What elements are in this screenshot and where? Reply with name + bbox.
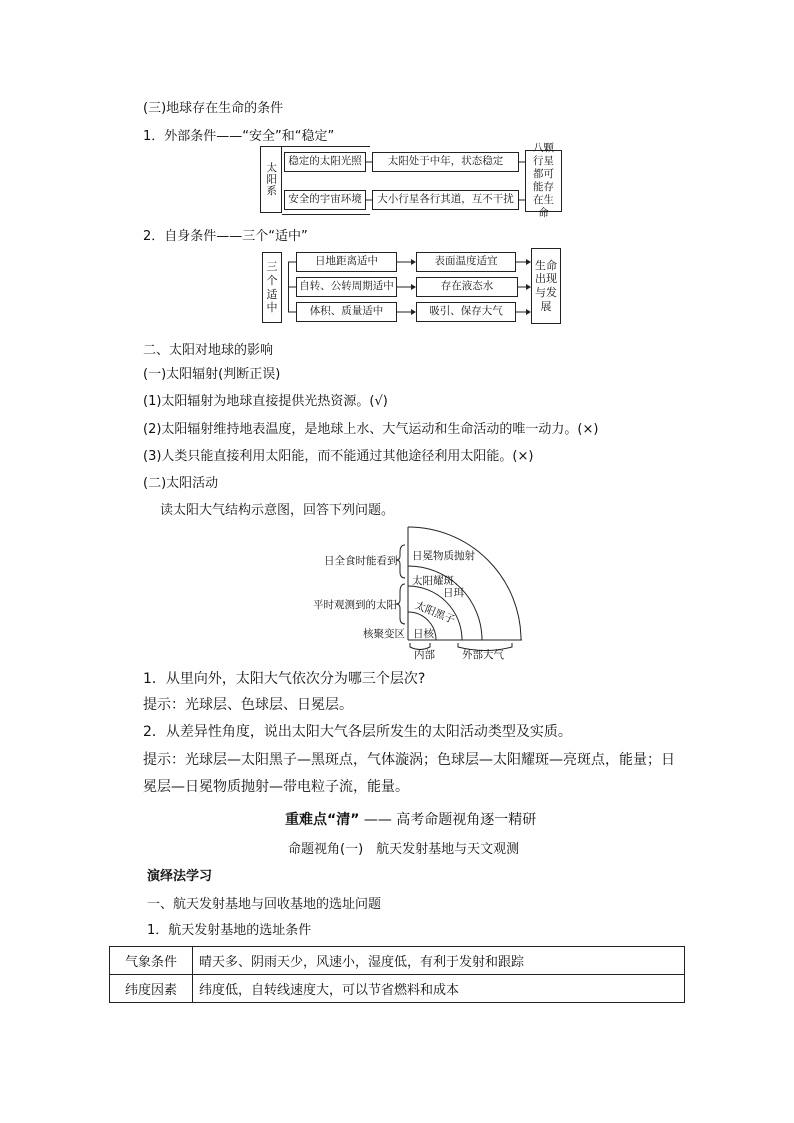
figure-intro: 读太阳大气结构示意图，回答下列问题。: [160, 503, 395, 518]
launch-conditions-table: [109, 946, 685, 1003]
label-interior: 内部: [414, 649, 435, 661]
eight-planets-box: 八颗行星都可能存在生命: [525, 150, 562, 212]
method-label: 演绎法学习: [147, 869, 213, 884]
table-value: 晴天多、阴雨天少，风速小，湿度低，有利于发射和跟踪: [193, 947, 685, 975]
safe-universe-box: 安全的宇宙环境: [284, 190, 366, 210]
focus-title: [285, 809, 536, 829]
site-selection-title: 一、航天发射基地与回收基地的选址问题: [147, 897, 382, 912]
external-heading: 1．外部条件——“安全”和“稳定”: [143, 129, 335, 144]
three-moderate-box: 三个适中: [262, 252, 282, 323]
label-outer-atmosphere: 外部大气: [462, 649, 504, 661]
temperature-box: 表面温度适宜: [416, 252, 516, 272]
judge-item-2: (2)太阳辐射维持地表温度，是地球上水、大气运动和生命活动的唯一动力。(×): [143, 422, 599, 437]
label-prominence: 日珥: [443, 587, 464, 599]
liquid-water-box: 存在液态水: [416, 277, 518, 297]
table-value: 纬度低，自转线速度大，可以节省燃料和成本: [193, 975, 685, 1003]
life-box: 生命出现与发展: [531, 248, 561, 324]
answer-1: 提示：光球层、色球层、日冕层。: [143, 697, 353, 713]
activity-title: (二)太阳活动: [143, 476, 219, 491]
sun-middle-age-box: 太阳处于中年，状态稳定: [372, 152, 519, 172]
judge-item-1: (1)太阳辐射为地球直接提供光热资源。(√): [143, 394, 388, 409]
answer-2-line1: 提示：光球层—太阳黑子—黑斑点，气体漩涡；色球层—太阳耀斑—亮斑点，能量；日: [143, 752, 675, 768]
focus-subtitle: 命题视角(一) 航天发射基地与天文观测: [288, 842, 520, 857]
question-2: 2．从差异性角度，说出太阳大气各层所发生的太阳活动类型及实质。: [143, 724, 572, 740]
radiation-title: (一)太阳辐射(判断正误): [143, 367, 281, 382]
stable-sunlight-box: 稳定的太阳光照: [284, 152, 366, 172]
section-title: (三)地球存在生命的条件: [143, 101, 284, 116]
focus-title-bold: 重难点“清”: [285, 812, 360, 828]
table-key: 气象条件: [110, 947, 193, 975]
internal-heading: 2．自身条件——三个“适中”: [143, 229, 308, 244]
atmosphere-box: 吸引、保存大气: [416, 302, 516, 322]
answer-2-line2: 冕层—日冕物质抛射—带电粒子流，能量。: [143, 779, 409, 795]
label-sunspot: 太阳黑子: [413, 599, 457, 627]
label-flare: 太阳耀斑、: [412, 575, 465, 587]
part2-title: 二、太阳对地球的影响: [143, 343, 274, 358]
label-normal-sun: 平时观测到的太阳: [313, 599, 397, 611]
table-row: [110, 975, 685, 1003]
rotation-box: 自转、公转周期适中: [296, 277, 397, 297]
question-1: 1．从里向外，太阳大气依次分为哪三个层次?: [143, 671, 426, 687]
launch-conditions-title: 1．航天发射基地的选址条件: [147, 923, 312, 938]
judge-item-3: (3)人类只能直接利用太阳能，而不能通过其他途径利用太阳能。(×): [143, 449, 534, 464]
table-key: 纬度因素: [110, 975, 193, 1003]
label-fusion-zone: 核聚变区: [363, 628, 405, 640]
focus-title-rest: —— 高考命题视角逐一精研: [363, 812, 537, 828]
volume-mass-box: 体积、质量适中: [296, 302, 397, 322]
planets-orbit-box: 大小行星各行其道，互不干扰: [372, 190, 519, 210]
label-core: 日核: [413, 628, 434, 640]
distance-box: 日地距离适中: [296, 252, 397, 272]
table-row: [110, 947, 685, 975]
solar-system-label: 太阳系: [265, 162, 278, 197]
label-eclipse-visible: 日全食时能看到: [324, 555, 398, 567]
label-cme: 日冕物质抛射: [412, 550, 475, 562]
